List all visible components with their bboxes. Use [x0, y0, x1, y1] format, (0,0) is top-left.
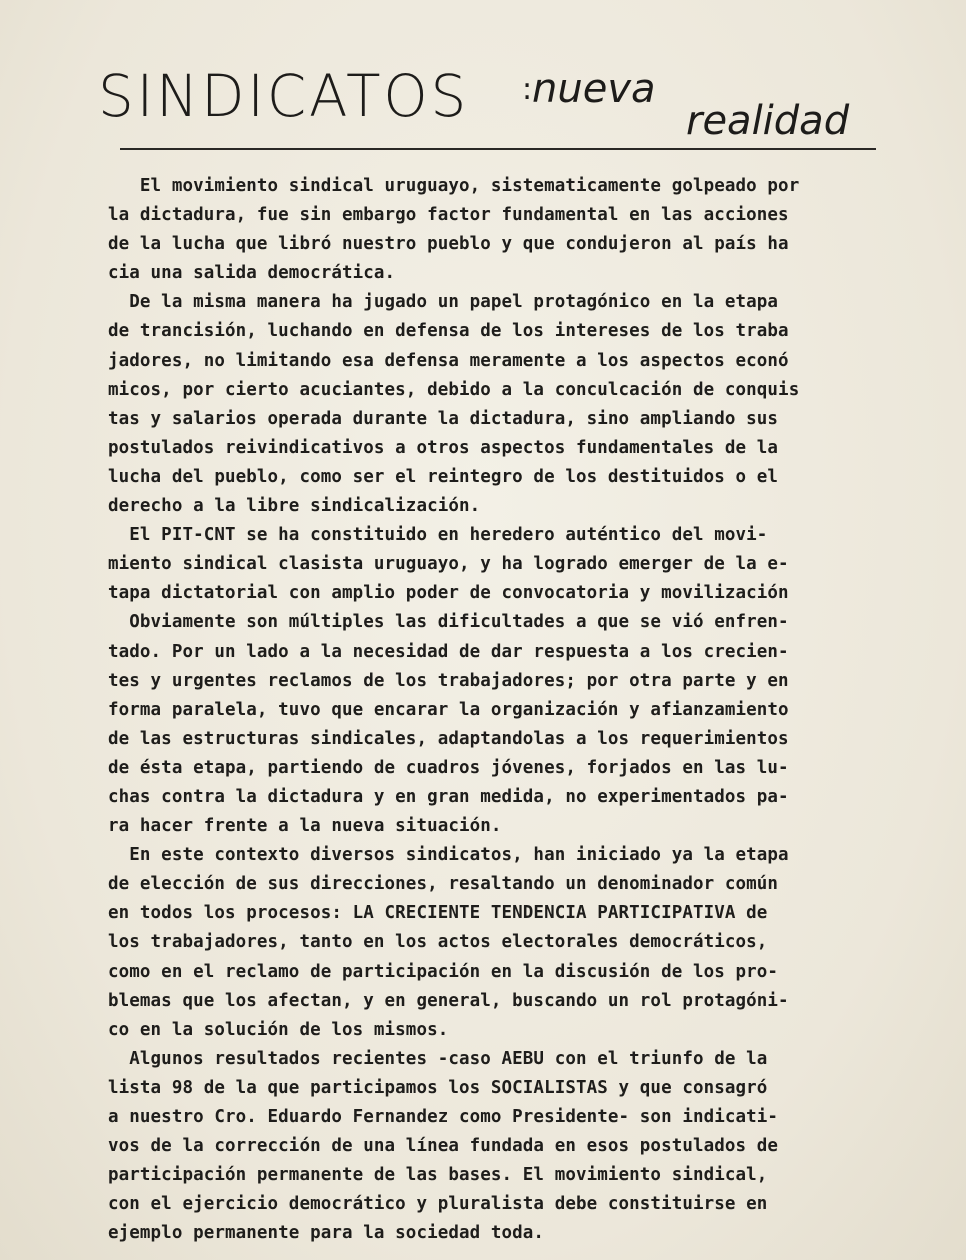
- text-line: forma paralela, tuvo que encarar la organización y afianzamiento: [108, 699, 789, 720]
- text-line: Algunos resultados recientes -caso AEBU con el triunfo de la: [108, 1048, 768, 1069]
- text-line: de ésta etapa, partiendo de cuadros jóvenes, forjados en las lu-: [108, 757, 789, 778]
- page-subtitle-line-2: realidad: [686, 98, 850, 144]
- text-line: El PIT-CNT se ha constituido en heredero auténtico del movi-: [108, 525, 768, 546]
- text-line: El movimiento sindical uruguayo, sistematicamente golpeado por: [108, 176, 800, 196]
- text-line: En este contexto diversos sindicatos, han iniciado ya la etapa: [108, 845, 789, 866]
- text-line: de elección de sus direcciones, resaltando un denominador común: [108, 874, 779, 895]
- text-line: micos, por cierto acuciantes, debido a la conculcación de conquis: [108, 379, 800, 400]
- text-line: los trabajadores, tanto en los actos electorales democráticos,: [108, 932, 768, 953]
- text-line: en todos los procesos: LA CRECIENTE TENDENCIA PARTICIPATIVA de: [108, 903, 768, 924]
- text-line: de las estructuras sindicales, adaptandolas a los requerimientos: [108, 728, 789, 749]
- text-line: ra hacer frente a la nueva situación.: [108, 816, 502, 837]
- text-line: la dictadura, fue sin embargo factor fundamental en las acciones: [108, 205, 789, 226]
- text-line: ejemplo permanente para la sociedad toda.: [108, 1223, 545, 1244]
- header: [0, 0, 966, 160]
- text-line: con el ejercicio democrático y pluralista debe constituirse en: [108, 1194, 768, 1215]
- text-line: blemas que los afectan, y en general, buscando un rol protagóni-: [108, 990, 789, 1011]
- article-body: [108, 172, 938, 1248]
- text-line: lista 98 de la que participamos los SOCIALISTAS y que consagró: [108, 1077, 768, 1098]
- text-line: tas y salarios operada durante la dictadura, sino ampliando sus: [108, 408, 779, 429]
- text-line: Obviamente son múltiples las dificultades a que se vió enfren-: [108, 612, 789, 633]
- text-line: postulados reivindicativos a otros aspectos fundamentales de la: [108, 437, 779, 458]
- title-separator: :: [522, 72, 533, 107]
- text-line: tapa dictatorial con amplio poder de convocatoria y movilización: [108, 583, 789, 604]
- page-title: SINDICATOS: [98, 62, 470, 130]
- title-underline-divider: [120, 148, 876, 150]
- text-line: participación permanente de las bases. El movimiento sindical,: [108, 1165, 768, 1186]
- text-line: tes y urgentes reclamos de los trabajadores; por otra parte y en: [108, 670, 789, 691]
- text-line: chas contra la dictadura y en gran medida, no experimentados pa-: [108, 786, 789, 807]
- text-line: de la lucha que libró nuestro pueblo y que condujeron al país ha: [108, 234, 789, 255]
- text-line: cia una salida democrática.: [108, 263, 396, 284]
- text-line: derecho a la libre sindicalización.: [108, 496, 481, 517]
- text-line: vos de la corrección de una línea fundada en esos postulados de: [108, 1136, 779, 1157]
- text-line: De la misma manera ha jugado un papel protagónico en la etapa: [108, 292, 779, 313]
- text-line: lucha del pueblo, como ser el reintegro de los destituidos o el: [108, 466, 779, 487]
- text-line: co en la solución de los mismos.: [108, 1019, 449, 1040]
- text-line: tado. Por un lado a la necesidad de dar respuesta a los crecien-: [108, 641, 789, 662]
- text-line: jadores, no limitando esa defensa meramente a los aspectos econó: [108, 350, 789, 371]
- text-line: a nuestro Cro. Eduardo Fernandez como Presidente- son indicati-: [108, 1107, 779, 1127]
- page-subtitle-line-1: nueva: [532, 66, 656, 112]
- text-line: miento sindical clasista uruguayo, y ha logrado emerger de la e-: [108, 554, 789, 575]
- text-line: como en el reclamo de participación en la discusión de los pro-: [108, 961, 779, 982]
- text-line: de trancisión, luchando en defensa de los intereses de los traba: [108, 321, 789, 342]
